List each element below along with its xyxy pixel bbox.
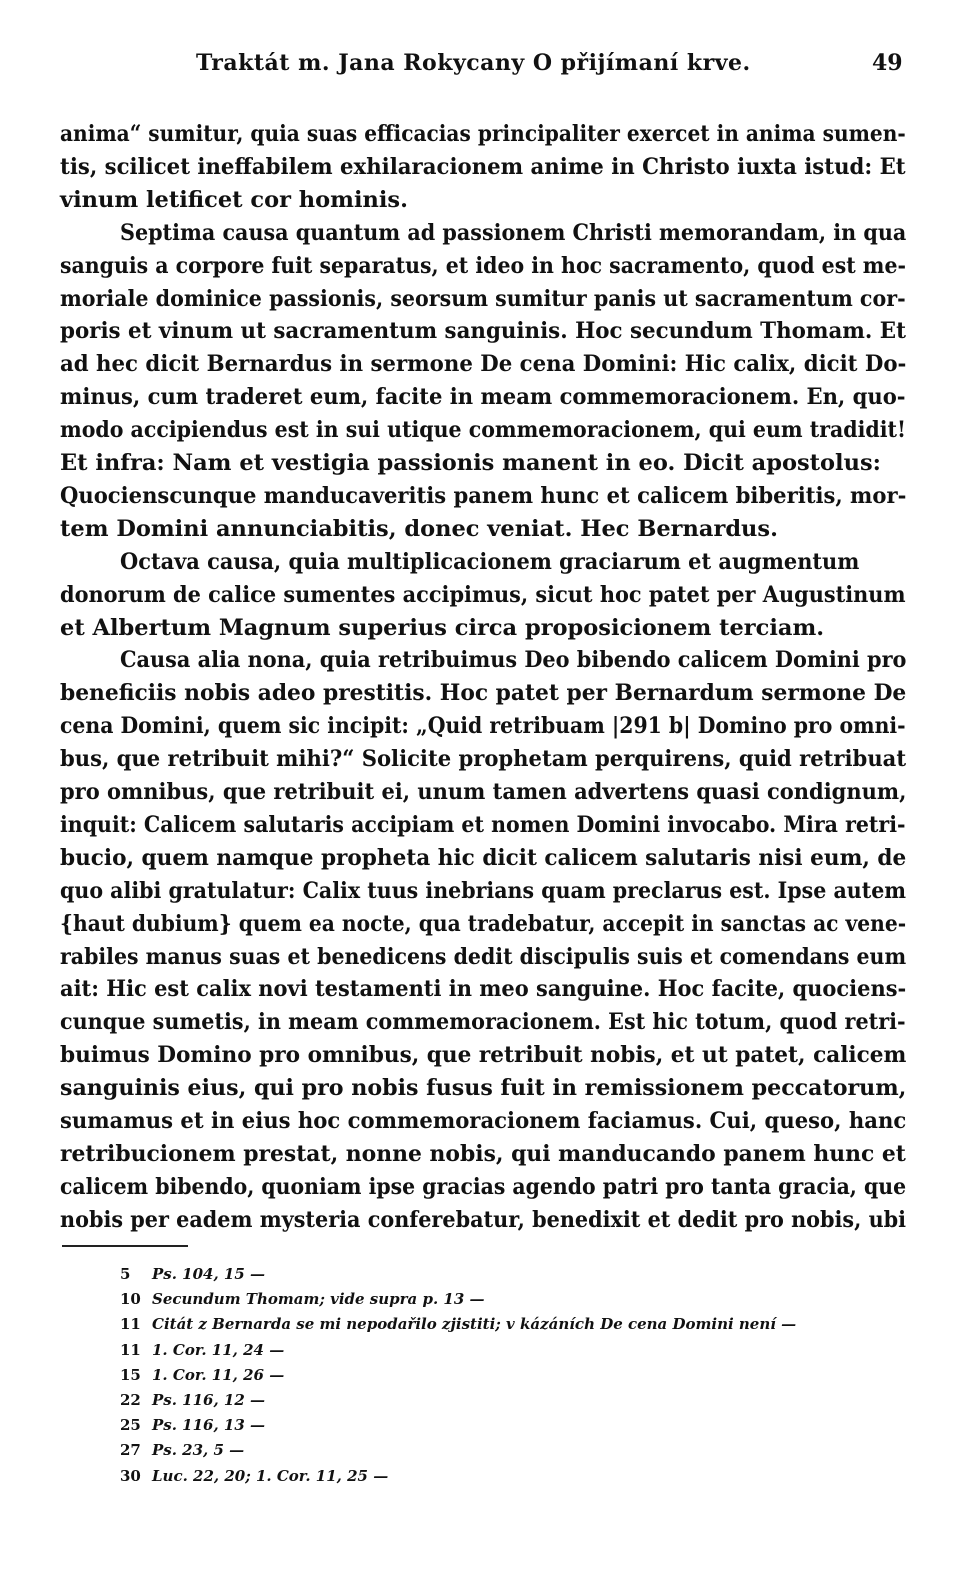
text-line: et Albertum Magnum superius circa proposicionem terciam.: [60, 614, 825, 641]
footnote-text: Ps. 116, 12 —: [152, 1391, 266, 1409]
footnote-line-number: 15: [120, 1365, 141, 1384]
text-line: cunque sumetis, in meam commemoracionem. Est hic totum, quod retri-: [60, 1009, 906, 1036]
footnote: [120, 1390, 265, 1410]
text-line: Septima causa quantum ad passionem Christi memorandam, in qua: [120, 219, 907, 246]
text-line: Octava causa, quia multiplicacionem graciarum et augmentum: [120, 548, 860, 575]
text-line: moriale dominice passionis, seorsum sumitur panis ut sacramentum cor-: [60, 285, 906, 312]
footnote-text: Ps. 116, 13 —: [152, 1416, 266, 1435]
text-line: vinum letificet cor hominis.: [60, 186, 408, 213]
footnote-text: Secundum Thomam; vide supra p. 13 —: [152, 1290, 485, 1309]
text-line: beneficiis nobis adeo prestitis. Hoc patet per Bernardum sermone De: [60, 680, 907, 707]
text-line: tem Domini annunciabitis, donec veniat. Hec Bernardus.: [60, 515, 778, 542]
text-line: rabiles manus suas et benedicens dedit discipulis suis et comendans eum: [60, 943, 907, 970]
footnote-line-number: 11: [120, 1340, 141, 1359]
footnote: [120, 1289, 484, 1309]
footnote-text: 1. Cor. 11, 24 —: [152, 1340, 285, 1359]
text-line: bucio, quem namque propheta hic dicit calicem salutaris nisi eum, de: [60, 844, 907, 871]
footnote-text: Luc. 22, 20; 1. Cor. 11, 25 —: [152, 1466, 389, 1485]
footnote: [120, 1466, 388, 1486]
footnote-text: Ps. 104, 15 —: [152, 1265, 266, 1283]
text-line: retribucionem prestat, nonne nobis, qui manducando panem hunc et: [60, 1140, 906, 1167]
footnote-line-number: 5: [120, 1265, 131, 1283]
text-line: tis, scilicet ineffabilem exhilaracionem anime in Christo iuxta istud: Et: [60, 153, 906, 180]
text-line: ait: Hic est calix novi testamenti in meo sanguine. Hoc facite, quociens-: [60, 976, 907, 1003]
text-line: Et infra: Nam et vestigia passionis manent in eo. Dicit apostolus:: [60, 450, 881, 476]
page-number: 49: [872, 50, 903, 76]
footnote: [120, 1264, 265, 1284]
footnote-line-number: 11: [120, 1315, 141, 1334]
text-line: buimus Domino pro omnibus, que retribuit nobis, et ut patet, calicem: [60, 1042, 907, 1069]
text-line: minus, cum traderet eum, facite in meam commemoracionem. En, quo-: [60, 384, 906, 411]
text-line: donorum de calice sumentes accipimus, sicut hoc patet per Augustinum: [60, 581, 906, 608]
footnote-line-number: 27: [120, 1441, 141, 1460]
text-line: Causa alia nona, quia retribuimus Deo bibendo calicem Domini pro: [120, 647, 907, 674]
text-line: quo alibi gratulatur: Calix tuus inebrians quam preclarus est. Ipse autem: [60, 877, 907, 904]
text-line: poris et vinum ut sacramentum sanguinis. Hoc secundum Thomam. Et: [60, 318, 906, 345]
running-title: Traktát m. Jana Rokycany O přijímaní krve.: [196, 50, 751, 76]
text-line: ad hec dicit Bernardus in sermone De cena Domini: Hic calix, dicit Do-: [60, 351, 907, 378]
footnote-text: 1. Cor. 11, 26 —: [152, 1365, 285, 1384]
footnote: [120, 1340, 284, 1360]
footnote: [120, 1365, 284, 1385]
text-line: Quocienscunque manducaveritis panem hunc et calicem biberitis, mor-: [60, 482, 907, 509]
text-line: nobis per eadem mysteria conferebatur, benedixit et dedit pro nobis, ubi: [60, 1206, 907, 1233]
text-line: bus, que retribuit mihi?“ Solicite prophetam perquirens, quid retribuat: [60, 746, 907, 773]
footnote: [120, 1415, 265, 1435]
text-line: modo accipiendus est in sui utique commemoracionem, qui eum tradidit!: [60, 417, 907, 444]
text-line: sumamus et in eius hoc commemoracionem faciamus. Cui, queso, hanc: [60, 1108, 907, 1134]
footnote-line-number: 30: [120, 1466, 141, 1485]
text-line: sanguis a corpore fuit separatus, et ideo in hoc sacramento, quod est me-: [60, 252, 906, 279]
footnote-separator: [62, 1245, 188, 1247]
text-line: inquit: Calicem salutaris accipiam et nomen Domini invocabo. Mira retri-: [60, 811, 906, 838]
footnote-text: Ps. 23, 5 —: [152, 1441, 245, 1460]
footnote-line-number: 22: [120, 1391, 141, 1409]
text-line: sanguinis eius, qui pro nobis fusus fuit in remissionem peccatorum,: [60, 1075, 907, 1102]
text-line: {haut dubium} quem ea nocte, qua tradebatur, accepit in sanctas ac vene-: [60, 910, 907, 937]
text-line: anima“ sumitur, quia suas efficacias principaliter exercet in anima sumen-: [60, 121, 906, 147]
text-line: pro omnibus, que retribuit ei, unum tamen advertens quasi condignum,: [60, 779, 907, 805]
footnote-line-number: 10: [120, 1290, 141, 1309]
text-line: cena Domini, quem sic incipit: „Quid retribuam |291 b| Domino pro omni-: [60, 713, 906, 740]
text-line: calicem bibendo, quoniam ipse gracias agendo patri pro tanta gracia, que: [60, 1173, 907, 1200]
footnote-text: Citát z Bernarda se mi nepodařilo zjistiti; v kázáních De cena Domini není —: [152, 1315, 797, 1334]
footnote: [120, 1314, 796, 1334]
footnote-line-number: 25: [120, 1416, 141, 1435]
footnote: [120, 1440, 244, 1460]
